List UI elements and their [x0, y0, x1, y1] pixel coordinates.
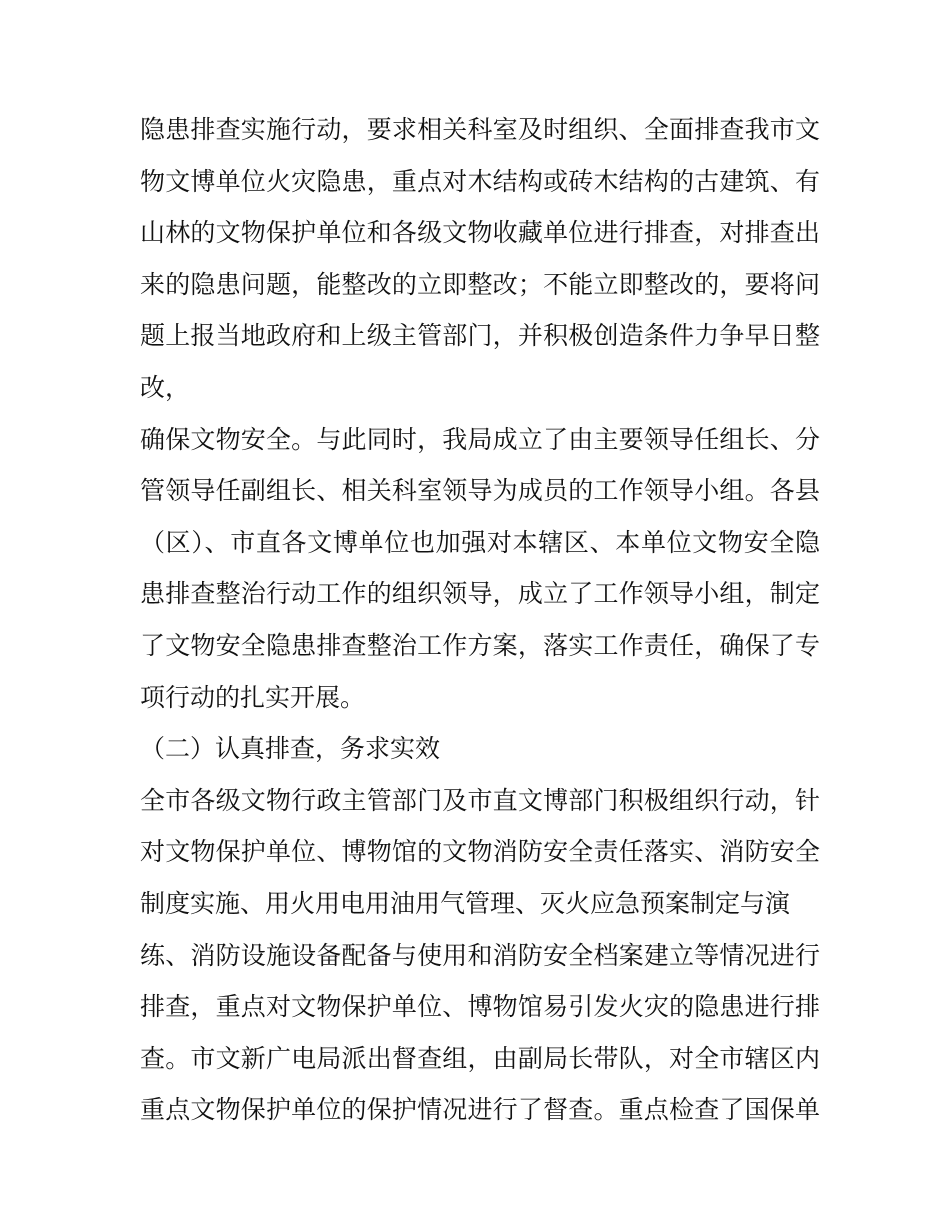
text-line: 管领导任副组长、相关科室领导为成员的工作领导小组。各县 — [140, 476, 820, 506]
text-line: 确保文物安全。与此同时，我局成立了由主要领导任组长、分 — [140, 424, 820, 454]
text-line: 了文物安全隐患排查整治工作方案，落实工作责任，确保了专 — [140, 630, 820, 660]
text-line: 制度实施、用火用电用油用气管理、灭火应急预案制定与演 — [140, 888, 791, 918]
body-text — [140, 108, 820, 1140]
text-line: 查。市文新广电局派出督查组，由副局长带队，对全市辖区内 — [140, 1043, 820, 1073]
text-line: 排查，重点对文物保护单位、博物馆易引发火灾的隐患进行排 — [140, 992, 820, 1022]
text-line: 题上报当地政府和上级主管部门，并积极创造条件力争早日整 — [140, 321, 820, 351]
text-line: 隐患排查实施行动，要求相关科室及时组织、全面排查我市文 — [140, 115, 820, 144]
text-line: 患排查整治行动工作的组织领导，成立了工作领导小组，制定 — [140, 579, 820, 609]
text-line: 练、消防设施设备配备与使用和消防安全档案建立等情况进行 — [140, 940, 820, 970]
section-heading: （二）认真排查，务求实效 — [140, 734, 441, 764]
text-line: 重点文物保护单位的保护情况进行了督查。重点检查了国保单 — [140, 1095, 820, 1125]
text-line: 物文博单位火灾隐患，重点对木结构或砖木结构的古建筑、有 — [140, 166, 820, 196]
text-line: 全市各级文物行政主管部门及市直文博部门积极组织行动，针 — [140, 785, 820, 815]
text-line: 对文物保护单位、博物馆的文物消防安全责任落实、消防安全 — [140, 837, 820, 867]
text-line: （区）、市直各文博单位也加强对本辖区、本单位文物安全隐 — [140, 527, 820, 557]
text-line: 项行动的扎实开展。 — [140, 682, 366, 712]
text-line: 来的隐患问题，能整改的立即整改；不能立即整改的，要将问 — [140, 269, 820, 299]
text-line: 改， — [140, 372, 191, 402]
text-line: 山林的文物保护单位和各级文物收藏单位进行排查，对排查出 — [140, 218, 820, 248]
